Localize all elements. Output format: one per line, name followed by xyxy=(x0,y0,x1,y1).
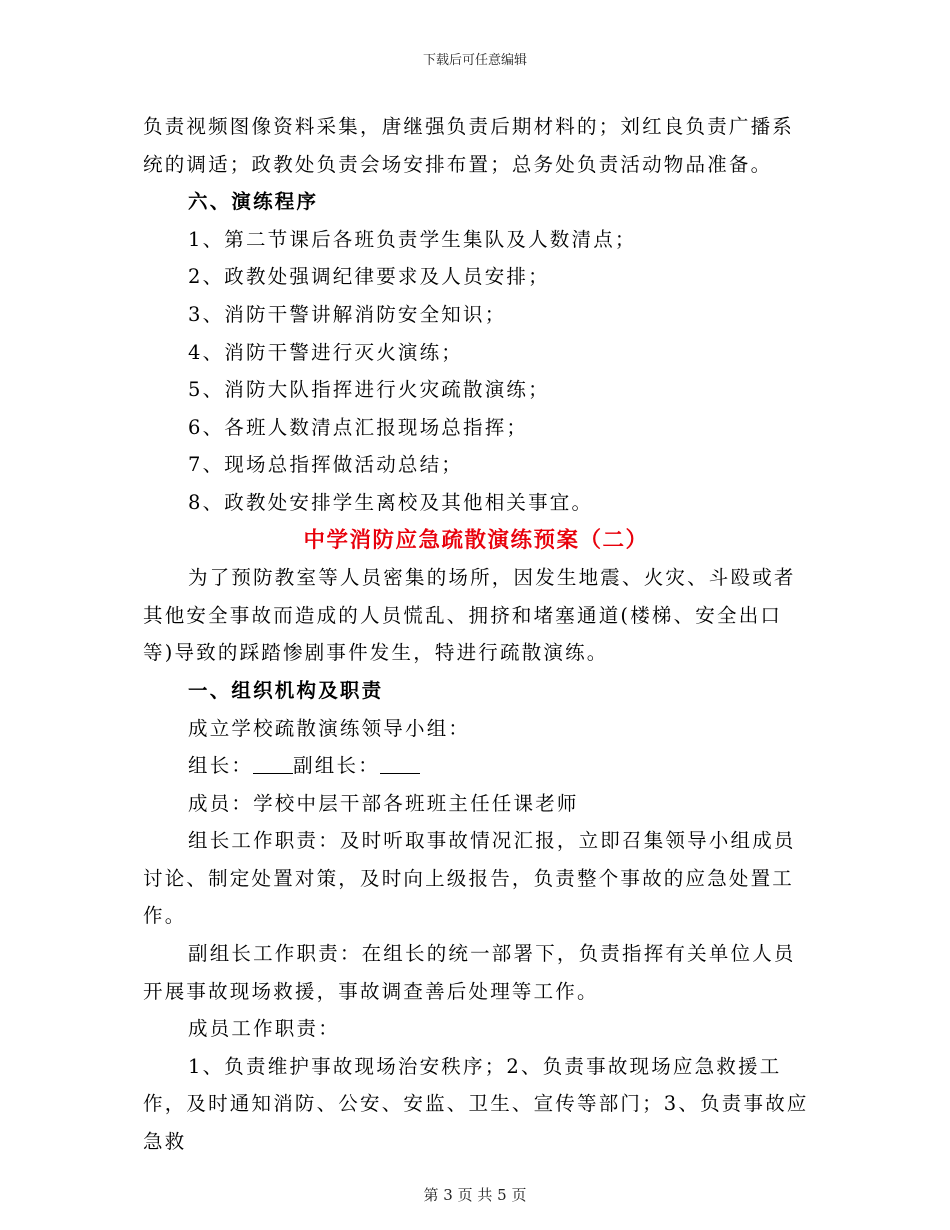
member-duty-paragraph: 1、负责维护事故现场治安秩序；2、负责事故现场应急救援工作，及时通知消防、公安、安监、卫生、宣传等部门；3、负责事故应急救 xyxy=(143,1054,809,1154)
procedure-step: 7、现场总指挥做活动总结； xyxy=(188,453,464,477)
intro-line-2: 统的调适；政教处负责会场安排布置；总务处负责活动物品准备。 xyxy=(143,152,773,176)
page-footer: 第 3 页 共 5 页 xyxy=(423,1186,527,1204)
deputy-duty-paragraph: 副组长工作职责：在组长的统一部署下，负责指挥有关单位人员开展事故现场救援，事故调查善后处理等工作。 xyxy=(143,942,796,1003)
procedure-step: 8、政教处安排学生离校及其他相关事宜。 xyxy=(188,490,594,514)
member-duty-heading: 成员工作职责： xyxy=(188,1017,340,1041)
procedure-step: 5、消防大队指挥进行火灾疏散演练； xyxy=(188,378,550,402)
page-header: 下载后可任意编辑 xyxy=(422,53,527,68)
section-heading-organization: 一、组织机构及职责 xyxy=(188,678,384,702)
procedure-step: 3、消防干警讲解消防安全知识； xyxy=(188,302,507,326)
purpose-paragraph: 为了预防教室等人员密集的场所，因发生地震、火灾、斗殴或者其他安全事故而造成的人员慌乱、拥挤和堵塞通道(楼梯、安全出口等)导致的踩踏惨剧事件发生，特进行疏散演练。 xyxy=(143,566,796,665)
procedure-step: 2、政教处强调纪律要求及人员安排； xyxy=(188,265,550,289)
section-heading-drill-procedure: 六、演练程序 xyxy=(188,190,319,214)
procedure-step: 4、消防干警进行灭火演练； xyxy=(188,340,464,364)
document-title: 中学消防应急疏散演练预案（二） xyxy=(303,527,649,553)
leader-group-line: 成立学校疏散演练领导小组： xyxy=(188,716,471,740)
leader-line xyxy=(143,747,809,785)
procedure-step: 6、各班人数清点汇报现场总指挥； xyxy=(188,415,529,439)
leader-blank xyxy=(253,755,293,774)
document-body xyxy=(143,108,809,1161)
procedure-step: 1、第二节课后各班负责学生集队及人数清点； xyxy=(188,227,637,251)
deputy-label: 副组长： xyxy=(293,754,380,778)
leader-label: 组长： xyxy=(188,754,254,778)
intro-line-1: 负责视频图像资料采集，唐继强负责后期材料的；刘红良负责广播系 xyxy=(143,115,795,138)
deputy-blank xyxy=(380,755,420,774)
leader-duty-paragraph: 组长工作职责：及时听取事故情况汇报，立即召集领导小组成员讨论、制定处置对策，及时向上级报告，负责整个事故的应急处置工作。 xyxy=(143,829,796,928)
members-line: 成员：学校中层干部各班班主任任课老师 xyxy=(188,791,579,815)
